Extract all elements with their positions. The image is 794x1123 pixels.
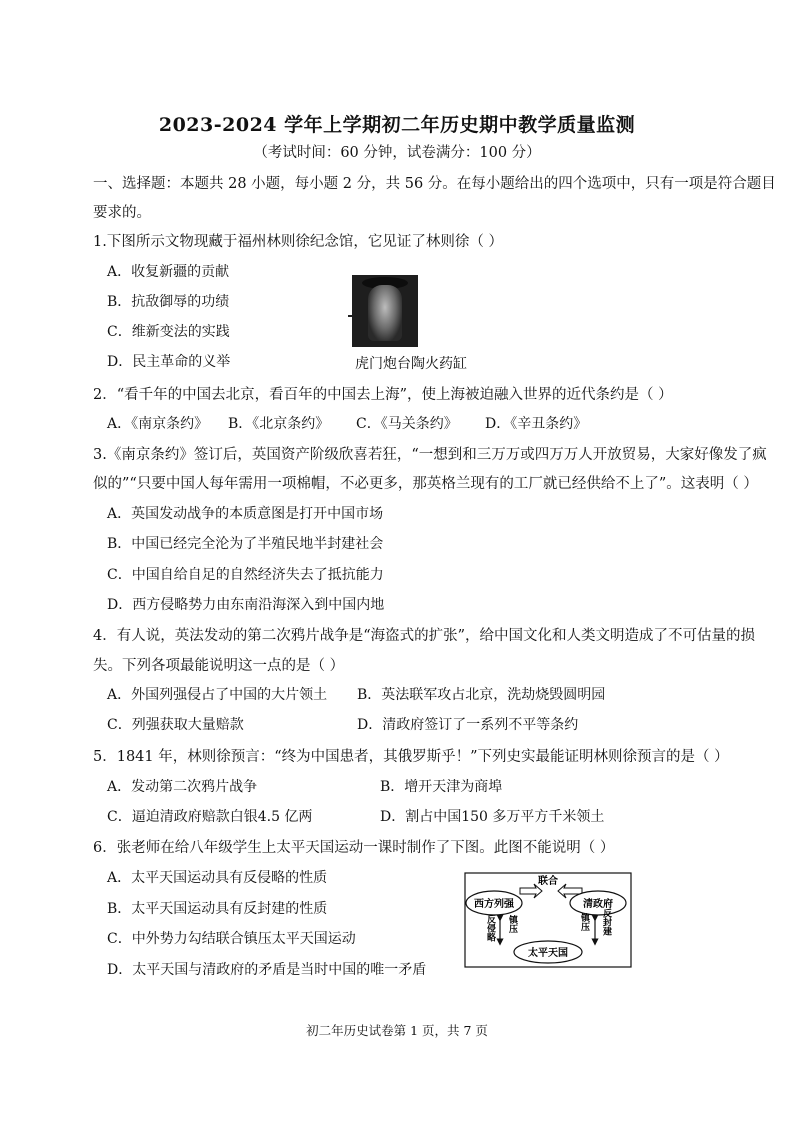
question-2-option-b: B．《北京条约》: [228, 416, 330, 432]
diagram-qing-government: 清政府: [583, 899, 613, 910]
question-5-option-b: B．增开天津为商埠: [380, 779, 503, 795]
diagram-west-powers: 西方列强: [474, 899, 514, 910]
question-2-option-d: D．《辛丑条约》: [485, 416, 588, 432]
question-1-option-d: D．民主革命的义举: [107, 354, 231, 370]
section-instructions-line2: 要求的。: [93, 205, 151, 221]
question-6-option-a: A．太平天国运动具有反侵略的性质: [107, 870, 328, 886]
diagram-union-label: 联合: [538, 876, 558, 887]
question-6-option-b: B．太平天国运动具有反封建的性质: [107, 901, 328, 917]
question-1-option-a: A．收复新疆的贡献: [107, 264, 230, 280]
question-5-stem: 5．1841 年，林则徐预言：“终为中国患者，其俄罗斯乎！”下列史实最能证明林则徐预言的是（ ）: [93, 749, 729, 765]
question-5-option-a: A．发动第二次鸦片战争: [107, 779, 258, 795]
section-instructions-line1: 一、选择题：本题共 28 小题，每小题 2 分，共 56 分。在每小题给出的四个选项中，只有一项是符合题目: [93, 176, 776, 192]
question-5-option-d: D．割占中国150 多万平方千米领土: [380, 809, 605, 825]
question-2-stem: 2．“看千年的中国去北京，看百年的中国去上海”，使上海被迫融入世界的近代条约是（ ）: [93, 387, 673, 403]
question-6-option-d: D．太平天国与清政府的矛盾是当时中国的唯一矛盾: [107, 962, 427, 978]
page-footer: 初二年历史试卷第 1 页，共 7 页: [306, 1023, 488, 1038]
question-3-option-d: D．西方侵略势力由东南沿海深入到中国内地: [107, 597, 385, 613]
question-1-option-b: B．抗敌御辱的功绩: [107, 294, 230, 310]
artifact-photo: [352, 275, 418, 347]
question-3-option-b: B．中国已经完全沦为了半殖民地半封建社会: [107, 536, 384, 552]
question-1-image-caption: 虎门炮台陶火药缸: [355, 356, 467, 372]
relationship-diagram: [464, 872, 632, 968]
question-4-option-c: C．列强获取大量赔款: [107, 717, 244, 733]
diagram-suppress-left: 镇压: [507, 915, 517, 933]
question-4-option-b: B．英法联军攻占北京，洗劫烧毁圆明园: [357, 687, 606, 703]
diagram-anti-aggression: 反侵略: [485, 914, 495, 942]
question-5-option-c: C．逼迫清政府赔款白银4.5 亿两: [107, 809, 313, 825]
question-4-stem-line2: 失。下列各项最能说明这一点的是（ ）: [93, 658, 345, 674]
exam-info: （考试时间：60 分钟，试卷满分：100 分）: [253, 145, 541, 161]
question-2-option-a: A．《南京条约》: [107, 416, 209, 432]
question-1-option-c: C．维新变法的实践: [107, 324, 230, 340]
page-title: 2023-2024 学年上学期初二年历史期中教学质量监测: [158, 114, 636, 136]
question-4-option-a: A．外国列强侵占了中国的大片领土: [107, 687, 328, 703]
diagram-anti-feudal: 反封建: [601, 908, 611, 936]
diagram-taiping: 太平天国: [528, 948, 568, 959]
question-3-stem-line2: 似的”“只要中国人每年需用一项棉帽，不必更多，那英格兰现有的工厂就已经供给不上了”。这表明（ ）: [93, 476, 758, 492]
question-4-option-d: D．清政府签订了一系列不平等条约: [357, 717, 579, 733]
question-6-option-c: C．中外势力勾结联合镇压太平天国运动: [107, 931, 356, 947]
question-6-stem: 6．张老师在给八年级学生上太平天国运动一课时制作了下图。此图不能说明（ ）: [93, 840, 615, 856]
question-3-option-c: C．中国自给自足的自然经济失去了抵抗能力: [107, 567, 384, 583]
question-1-stem: 1.下图所示文物现藏于福州林则徐纪念馆，它见证了林则徐（ ）: [93, 234, 503, 250]
question-3-stem-line1: 3.《南京条约》签订后，英国资产阶级欣喜若狂，“一想到和三万万或四万万人开放贸易，大家好像发了疯: [93, 447, 767, 463]
diagram-suppress-right: 镇压: [579, 913, 589, 931]
question-3-option-a: A．英国发动战争的本质意图是打开中国市场: [107, 506, 384, 522]
jar-body-shape: [368, 285, 402, 341]
question-4-stem-line1: 4．有人说，英法发动的第二次鸦片战争是“海盗式的扩张”，给中国文化和人类文明造成了不可估量的损: [93, 628, 756, 644]
question-2-option-c: C．《马关条约》: [356, 416, 458, 432]
